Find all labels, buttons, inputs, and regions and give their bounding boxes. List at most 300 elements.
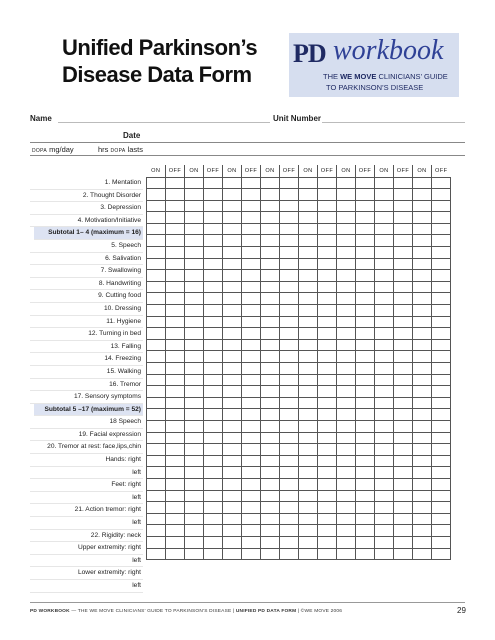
score-cell[interactable] (432, 536, 451, 548)
score-cell[interactable] (413, 478, 432, 490)
score-cell[interactable] (280, 455, 299, 467)
score-cell[interactable] (242, 536, 261, 548)
score-cell[interactable] (204, 293, 223, 305)
score-cell[interactable] (261, 513, 280, 525)
score-cell[interactable] (356, 293, 375, 305)
score-cell[interactable] (318, 502, 337, 514)
score-cell[interactable] (204, 536, 223, 548)
score-cell[interactable] (299, 200, 318, 212)
score-cell[interactable] (337, 305, 356, 317)
score-cell[interactable] (147, 293, 166, 305)
score-cell[interactable] (204, 490, 223, 502)
score-cell[interactable] (318, 548, 337, 560)
score-cell[interactable] (280, 420, 299, 432)
score-cell[interactable] (356, 328, 375, 340)
score-cell[interactable] (375, 502, 394, 514)
score-cell[interactable] (394, 258, 413, 270)
score-cell[interactable] (147, 177, 166, 189)
score-cell[interactable] (375, 409, 394, 421)
score-cell[interactable] (204, 200, 223, 212)
score-cell[interactable] (356, 363, 375, 375)
score-cell[interactable] (394, 467, 413, 479)
score-cell[interactable] (413, 235, 432, 247)
score-cell[interactable] (166, 490, 185, 502)
score-cell[interactable] (356, 177, 375, 189)
score-cell[interactable] (280, 386, 299, 398)
score-cell[interactable] (261, 258, 280, 270)
score-cell[interactable] (280, 478, 299, 490)
score-cell[interactable] (394, 432, 413, 444)
score-cell[interactable] (280, 467, 299, 479)
score-cell[interactable] (299, 502, 318, 514)
score-cell[interactable] (147, 525, 166, 537)
score-cell[interactable] (223, 548, 242, 560)
score-cell[interactable] (337, 525, 356, 537)
score-cell[interactable] (185, 374, 204, 386)
score-cell[interactable] (299, 513, 318, 525)
score-cell[interactable] (375, 258, 394, 270)
score-cell[interactable] (242, 386, 261, 398)
score-cell[interactable] (375, 455, 394, 467)
score-cell[interactable] (242, 247, 261, 259)
score-cell[interactable] (280, 444, 299, 456)
score-cell[interactable] (337, 200, 356, 212)
score-cell[interactable] (242, 502, 261, 514)
score-cell[interactable] (242, 223, 261, 235)
score-cell[interactable] (432, 374, 451, 386)
score-cell[interactable] (356, 455, 375, 467)
score-cell[interactable] (223, 177, 242, 189)
score-cell[interactable] (394, 316, 413, 328)
score-cell[interactable] (413, 316, 432, 328)
score-cell[interactable] (318, 374, 337, 386)
score-cell[interactable] (413, 420, 432, 432)
score-cell[interactable] (432, 328, 451, 340)
score-cell[interactable] (299, 397, 318, 409)
score-cell[interactable] (375, 200, 394, 212)
score-cell[interactable] (204, 374, 223, 386)
score-cell[interactable] (318, 281, 337, 293)
score-cell[interactable] (280, 351, 299, 363)
score-cell[interactable] (147, 223, 166, 235)
score-cell[interactable] (413, 432, 432, 444)
score-cell[interactable] (394, 305, 413, 317)
score-cell[interactable] (394, 189, 413, 201)
score-cell[interactable] (223, 351, 242, 363)
score-cell[interactable] (280, 316, 299, 328)
score-cell[interactable] (223, 455, 242, 467)
score-cell[interactable] (166, 293, 185, 305)
score-cell[interactable] (337, 235, 356, 247)
score-cell[interactable] (337, 339, 356, 351)
score-cell[interactable] (337, 293, 356, 305)
score-cell[interactable] (280, 548, 299, 560)
score-cell[interactable] (375, 444, 394, 456)
score-cell[interactable] (375, 270, 394, 282)
score-cell[interactable] (318, 258, 337, 270)
score-cell[interactable] (318, 270, 337, 282)
score-cell[interactable] (299, 444, 318, 456)
score-cell[interactable] (375, 223, 394, 235)
score-cell[interactable] (261, 235, 280, 247)
score-cell[interactable] (375, 281, 394, 293)
score-cell[interactable] (337, 270, 356, 282)
score-cell[interactable] (223, 247, 242, 259)
score-cell[interactable] (261, 316, 280, 328)
score-cell[interactable] (375, 363, 394, 375)
score-cell[interactable] (337, 247, 356, 259)
score-cell[interactable] (318, 536, 337, 548)
score-cell[interactable] (185, 363, 204, 375)
score-cell[interactable] (280, 339, 299, 351)
score-cell[interactable] (413, 189, 432, 201)
score-cell[interactable] (432, 316, 451, 328)
score-cell[interactable] (337, 478, 356, 490)
score-cell[interactable] (337, 374, 356, 386)
score-cell[interactable] (280, 200, 299, 212)
score-cell[interactable] (166, 235, 185, 247)
score-cell[interactable] (223, 258, 242, 270)
score-cell[interactable] (280, 293, 299, 305)
score-cell[interactable] (185, 247, 204, 259)
score-cell[interactable] (318, 247, 337, 259)
score-cell[interactable] (223, 200, 242, 212)
score-cell[interactable] (280, 258, 299, 270)
score-cell[interactable] (147, 548, 166, 560)
score-cell[interactable] (394, 478, 413, 490)
score-cell[interactable] (394, 339, 413, 351)
score-cell[interactable] (147, 444, 166, 456)
score-cell[interactable] (413, 363, 432, 375)
score-cell[interactable] (242, 490, 261, 502)
score-cell[interactable] (204, 281, 223, 293)
score-cell[interactable] (280, 513, 299, 525)
score-cell[interactable] (299, 293, 318, 305)
score-cell[interactable] (375, 293, 394, 305)
score-cell[interactable] (185, 235, 204, 247)
score-cell[interactable] (413, 444, 432, 456)
score-cell[interactable] (299, 548, 318, 560)
score-cell[interactable] (261, 351, 280, 363)
score-cell[interactable] (318, 420, 337, 432)
score-cell[interactable] (185, 502, 204, 514)
score-cell[interactable] (261, 374, 280, 386)
score-cell[interactable] (356, 351, 375, 363)
score-cell[interactable] (147, 467, 166, 479)
score-cell[interactable] (356, 397, 375, 409)
score-cell[interactable] (223, 420, 242, 432)
score-cell[interactable] (318, 525, 337, 537)
score-cell[interactable] (394, 397, 413, 409)
score-cell[interactable] (185, 513, 204, 525)
score-cell[interactable] (166, 444, 185, 456)
score-cell[interactable] (204, 258, 223, 270)
score-cell[interactable] (337, 212, 356, 224)
score-cell[interactable] (356, 281, 375, 293)
score-cell[interactable] (204, 444, 223, 456)
score-cell[interactable] (375, 420, 394, 432)
score-cell[interactable] (261, 223, 280, 235)
score-cell[interactable] (242, 200, 261, 212)
score-cell[interactable] (375, 467, 394, 479)
score-cell[interactable] (337, 490, 356, 502)
score-cell[interactable] (147, 189, 166, 201)
score-cell[interactable] (375, 305, 394, 317)
score-cell[interactable] (280, 490, 299, 502)
score-cell[interactable] (242, 525, 261, 537)
score-cell[interactable] (337, 432, 356, 444)
score-cell[interactable] (204, 223, 223, 235)
score-cell[interactable] (261, 281, 280, 293)
score-cell[interactable] (375, 432, 394, 444)
score-cell[interactable] (242, 339, 261, 351)
score-cell[interactable] (356, 339, 375, 351)
score-cell[interactable] (242, 281, 261, 293)
score-cell[interactable] (261, 548, 280, 560)
score-cell[interactable] (185, 536, 204, 548)
score-cell[interactable] (166, 525, 185, 537)
score-cell[interactable] (280, 432, 299, 444)
score-cell[interactable] (166, 212, 185, 224)
score-cell[interactable] (223, 432, 242, 444)
score-cell[interactable] (242, 455, 261, 467)
score-cell[interactable] (375, 478, 394, 490)
score-cell[interactable] (147, 478, 166, 490)
score-cell[interactable] (337, 177, 356, 189)
score-cell[interactable] (432, 235, 451, 247)
score-cell[interactable] (185, 420, 204, 432)
score-cell[interactable] (261, 247, 280, 259)
score-cell[interactable] (166, 305, 185, 317)
score-cell[interactable] (394, 455, 413, 467)
score-cell[interactable] (280, 212, 299, 224)
score-cell[interactable] (375, 212, 394, 224)
score-cell[interactable] (223, 409, 242, 421)
score-cell[interactable] (337, 258, 356, 270)
score-cell[interactable] (375, 490, 394, 502)
score-cell[interactable] (223, 212, 242, 224)
score-cell[interactable] (299, 432, 318, 444)
score-cell[interactable] (356, 420, 375, 432)
score-cell[interactable] (299, 189, 318, 201)
score-cell[interactable] (318, 316, 337, 328)
score-cell[interactable] (242, 351, 261, 363)
score-cell[interactable] (280, 409, 299, 421)
score-cell[interactable] (261, 455, 280, 467)
score-cell[interactable] (280, 397, 299, 409)
score-cell[interactable] (413, 502, 432, 514)
score-cell[interactable] (223, 397, 242, 409)
score-cell[interactable] (147, 316, 166, 328)
score-cell[interactable] (337, 363, 356, 375)
score-cell[interactable] (299, 270, 318, 282)
score-cell[interactable] (166, 432, 185, 444)
score-cell[interactable] (261, 386, 280, 398)
score-cell[interactable] (432, 177, 451, 189)
score-cell[interactable] (299, 247, 318, 259)
score-cell[interactable] (185, 316, 204, 328)
score-cell[interactable] (204, 478, 223, 490)
score-cell[interactable] (280, 328, 299, 340)
score-cell[interactable] (185, 189, 204, 201)
score-cell[interactable] (394, 212, 413, 224)
score-cell[interactable] (261, 305, 280, 317)
score-cell[interactable] (204, 247, 223, 259)
score-cell[interactable] (261, 444, 280, 456)
score-cell[interactable] (394, 247, 413, 259)
score-cell[interactable] (185, 432, 204, 444)
score-cell[interactable] (204, 212, 223, 224)
score-cell[interactable] (223, 502, 242, 514)
score-cell[interactable] (432, 432, 451, 444)
score-cell[interactable] (242, 293, 261, 305)
score-cell[interactable] (432, 490, 451, 502)
score-cell[interactable] (204, 409, 223, 421)
score-cell[interactable] (318, 513, 337, 525)
score-cell[interactable] (299, 212, 318, 224)
score-cell[interactable] (299, 351, 318, 363)
score-cell[interactable] (375, 513, 394, 525)
score-cell[interactable] (432, 397, 451, 409)
score-cell[interactable] (280, 536, 299, 548)
score-cell[interactable] (318, 444, 337, 456)
score-cell[interactable] (356, 386, 375, 398)
score-cell[interactable] (166, 200, 185, 212)
score-cell[interactable] (147, 536, 166, 548)
score-cell[interactable] (299, 455, 318, 467)
score-cell[interactable] (299, 490, 318, 502)
score-cell[interactable] (299, 420, 318, 432)
score-cell[interactable] (242, 235, 261, 247)
score-cell[interactable] (432, 200, 451, 212)
score-cell[interactable] (299, 258, 318, 270)
score-cell[interactable] (261, 502, 280, 514)
score-cell[interactable] (242, 374, 261, 386)
score-cell[interactable] (185, 223, 204, 235)
score-cell[interactable] (204, 432, 223, 444)
score-cell[interactable] (185, 478, 204, 490)
score-cell[interactable] (166, 270, 185, 282)
score-cell[interactable] (413, 455, 432, 467)
score-cell[interactable] (413, 513, 432, 525)
score-cell[interactable] (356, 235, 375, 247)
score-cell[interactable] (223, 467, 242, 479)
score-cell[interactable] (432, 420, 451, 432)
score-cell[interactable] (204, 467, 223, 479)
score-cell[interactable] (261, 212, 280, 224)
score-cell[interactable] (147, 305, 166, 317)
score-cell[interactable] (299, 235, 318, 247)
score-cell[interactable] (223, 386, 242, 398)
score-cell[interactable] (337, 502, 356, 514)
score-cell[interactable] (299, 316, 318, 328)
score-cell[interactable] (413, 177, 432, 189)
score-cell[interactable] (318, 339, 337, 351)
score-cell[interactable] (280, 270, 299, 282)
score-cell[interactable] (394, 513, 413, 525)
score-cell[interactable] (166, 455, 185, 467)
score-cell[interactable] (432, 223, 451, 235)
unit-number-field[interactable] (322, 122, 465, 123)
score-cell[interactable] (166, 247, 185, 259)
score-cell[interactable] (261, 467, 280, 479)
score-cell[interactable] (356, 270, 375, 282)
score-cell[interactable] (318, 189, 337, 201)
score-cell[interactable] (356, 548, 375, 560)
score-cell[interactable] (166, 420, 185, 432)
score-cell[interactable] (166, 363, 185, 375)
score-cell[interactable] (299, 177, 318, 189)
score-cell[interactable] (242, 270, 261, 282)
score-cell[interactable] (413, 328, 432, 340)
score-cell[interactable] (166, 467, 185, 479)
score-cell[interactable] (185, 455, 204, 467)
score-cell[interactable] (204, 455, 223, 467)
score-cell[interactable] (280, 189, 299, 201)
score-cell[interactable] (223, 293, 242, 305)
score-cell[interactable] (299, 305, 318, 317)
score-cell[interactable] (185, 177, 204, 189)
score-cell[interactable] (147, 409, 166, 421)
score-cell[interactable] (413, 281, 432, 293)
score-cell[interactable] (261, 397, 280, 409)
score-cell[interactable] (261, 328, 280, 340)
score-cell[interactable] (261, 200, 280, 212)
score-cell[interactable] (337, 513, 356, 525)
score-cell[interactable] (242, 258, 261, 270)
score-cell[interactable] (375, 525, 394, 537)
score-cell[interactable] (280, 177, 299, 189)
score-cell[interactable] (413, 397, 432, 409)
score-cell[interactable] (147, 339, 166, 351)
score-cell[interactable] (413, 258, 432, 270)
score-cell[interactable] (166, 513, 185, 525)
score-cell[interactable] (242, 444, 261, 456)
score-cell[interactable] (394, 293, 413, 305)
score-cell[interactable] (432, 386, 451, 398)
score-cell[interactable] (413, 339, 432, 351)
score-cell[interactable] (394, 177, 413, 189)
score-cell[interactable] (185, 200, 204, 212)
score-cell[interactable] (147, 363, 166, 375)
score-cell[interactable] (204, 235, 223, 247)
score-cell[interactable] (318, 328, 337, 340)
score-cell[interactable] (204, 513, 223, 525)
score-cell[interactable] (394, 502, 413, 514)
score-cell[interactable] (394, 525, 413, 537)
score-cell[interactable] (166, 478, 185, 490)
score-cell[interactable] (337, 386, 356, 398)
score-cell[interactable] (337, 189, 356, 201)
score-cell[interactable] (223, 339, 242, 351)
score-cell[interactable] (337, 223, 356, 235)
score-cell[interactable] (223, 281, 242, 293)
score-cell[interactable] (299, 281, 318, 293)
score-cell[interactable] (413, 293, 432, 305)
score-cell[interactable] (242, 212, 261, 224)
score-cell[interactable] (356, 525, 375, 537)
score-cell[interactable] (337, 420, 356, 432)
score-cell[interactable] (185, 409, 204, 421)
score-cell[interactable] (356, 189, 375, 201)
score-cell[interactable] (318, 478, 337, 490)
score-cell[interactable] (375, 316, 394, 328)
score-cell[interactable] (166, 328, 185, 340)
score-cell[interactable] (147, 281, 166, 293)
score-cell[interactable] (394, 490, 413, 502)
score-cell[interactable] (185, 281, 204, 293)
score-cell[interactable] (147, 270, 166, 282)
